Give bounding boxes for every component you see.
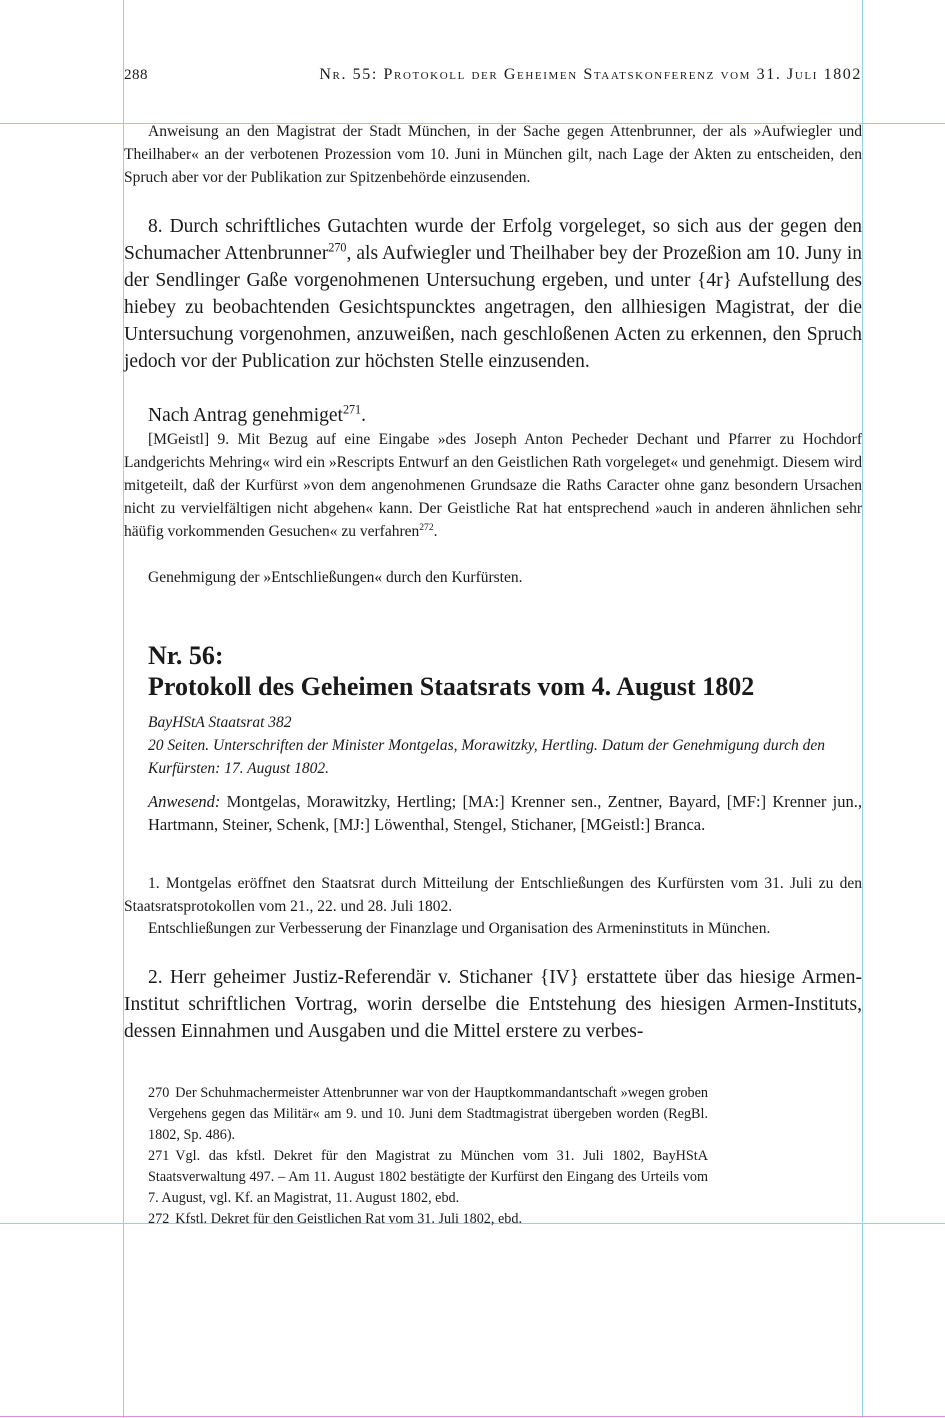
source-reference: BayHStA Staatsrat 382 (148, 714, 292, 731)
summary-paragraph-9 (124, 428, 862, 543)
attendance-label: Anwesend: (148, 792, 221, 811)
summary-9-end: . (433, 523, 438, 540)
footnotes (148, 1083, 708, 1230)
footnote-ref-271[interactable]: 271 (342, 402, 362, 417)
page-number: 288 (124, 67, 148, 83)
summary-paragraph-2: Entschließungen zur Verbesserung der Finanzlage und Organisation des Armeninstituts in München. (148, 920, 771, 937)
page-header (124, 67, 862, 89)
item-1-paragraph: 1. Montgelas eröffnet den Staatsrat durch Mitteilung der Entschließungen des Kurfürsten vom 31. Juli zu den Staatsratsprotokollen vom 21., 22. und 28. Juli 1802. (124, 875, 862, 915)
running-head: Nr. 55: Protokoll der Geheimen Staatskonferenz vom 31. Juli 1802 (319, 66, 862, 83)
item-8-text-b: , als Aufwiegler und Theilhaber bey der Prozeßion am 10. Juny in der Sendlinger Gaße vorgenohmenen Untersuchung ergeben, und unter {4r} Aufstellung des hiebey zu beobachtenden Gesichtspuncktes angetragen, den allhiesigen Magistrat, der die Untersuchung vorgenohmen, anzuweißen, nach geschloßenen Acten zu erkennen, den Spruch jedoch vor der Publication zur höchsten Stelle einzusenden. (124, 243, 863, 372)
footnote-text: Kfstl. Dekret für den Geistlichen Rat vom 31. Juli 1802, ebd. (175, 1211, 523, 1227)
footnote-272 (148, 1209, 708, 1230)
footnote-271 (148, 1146, 708, 1209)
document-description: 20 Seiten. Unterschriften der Minister Montgelas, Morawitzky, Hertling. Datum der Genehmigung durch den Kurfürsten: 17. August 1802. (148, 737, 826, 777)
item-8-paragraph (124, 213, 862, 375)
section-heading (148, 640, 862, 702)
footnote-270 (148, 1083, 708, 1146)
section-number: Nr. 56: (148, 641, 224, 670)
page-edge-guide (0, 1416, 945, 1417)
footnote-text: Der Schuhmachermeister Attenbrunner war von der Hauptkommandantschaft »wegen groben Vergehens gegen das Militär« am 9. und 10. Juni dem Stadtmagistrat übergeben worden (RegBl. 1802, Sp. 486). (148, 1085, 708, 1143)
item-2-paragraph: 2. Herr geheimer Justiz-Referendär v. Stichaner {IV} erstattete über das hiesige Armen-Institut schriftlichen Vortrag, worin derselbe die Entstehung des hiesigen Armen-Instituts, dessen Einnahmen und Ausgaben und die Mittel erstere zu verbes- (124, 967, 862, 1042)
summary-9-text: [MGeistl] 9. Mit Bezug auf eine Eingabe »des Joseph Anton Pecheder Dechant und Pfarrer zu Hochdorf Landgerichts Mehring« wird ein »Rescripts Entwurf an den Geistlichen Rath vorgeleget« und genehmigt. Diesem wird mitgeteilt, daß der Kurfürst »von dem angenohmenen Grundsaze die Raths Caracter ohne ganz besondern Ursachen nicht zu vervielfältigen nicht abgehen« kann. Der Geistliche Rat hat entsprechend »auch in anderen ähnlichen sehr häüfig vorkommenden Gesuchen« zu verfahren (124, 431, 862, 540)
approval-paragraph: Genehmigung der »Entschließungen« durch den Kurfürsten. (148, 569, 523, 586)
attendance-paragraph (148, 790, 862, 836)
footnote-ref-272[interactable]: 272 (419, 522, 434, 534)
summary-paragraph-8: Anweisung an den Magistrat der Stadt München, in der Sache gegen Attenbrunner, der als »Aufwiegler und Theilhaber« an der verbotenen Prozession vom 10. Juni in München gilt, nach Lage der Akten zu entscheiden, den Spruch aber vor der Publikation zur Spitzenbehörde einzusenden. (124, 123, 862, 186)
footnote-ref-270[interactable]: 270 (328, 240, 347, 255)
footnote-number: 272 (148, 1211, 170, 1227)
section-title: Protokoll des Geheimen Staatsrats vom 4. August 1802 (148, 672, 755, 701)
item-8-text-a: 8. Durch schriftliches Gutachten wurde der Erfolg vorgeleget, so sich aus der gegen den Schumacher Attenbrunner (124, 216, 862, 264)
footnote-number: 270 (148, 1085, 170, 1101)
resolution-8-text: Nach Antrag genehmiget (148, 405, 343, 426)
footnote-number: 271 (148, 1148, 170, 1164)
right-margin-guide (862, 0, 863, 1418)
footnote-text: Vgl. das kfstl. Dekret für den Magistrat zu München vom 31. Juli 1802, BayHStA Staatsverwaltung 497. – Am 11. August 1802 bestätigte der Kurfürst den Eingang des Urteils vom 7. August, vgl. Kf. an Magistrat, 11. August 1802, ebd. (148, 1148, 708, 1206)
attendance-list: Montgelas, Morawitzky, Hertling; [MA:] Krenner sen., Zentner, Bayard, [MF:] Krenner jun., Hartmann, Steiner, Schenk, [MJ:] Löwenthal, Stengel, Stichaner, [MGeistl:] Branca. (148, 792, 862, 834)
resolution-8-paragraph (124, 402, 862, 429)
resolution-8-end: . (361, 405, 366, 426)
